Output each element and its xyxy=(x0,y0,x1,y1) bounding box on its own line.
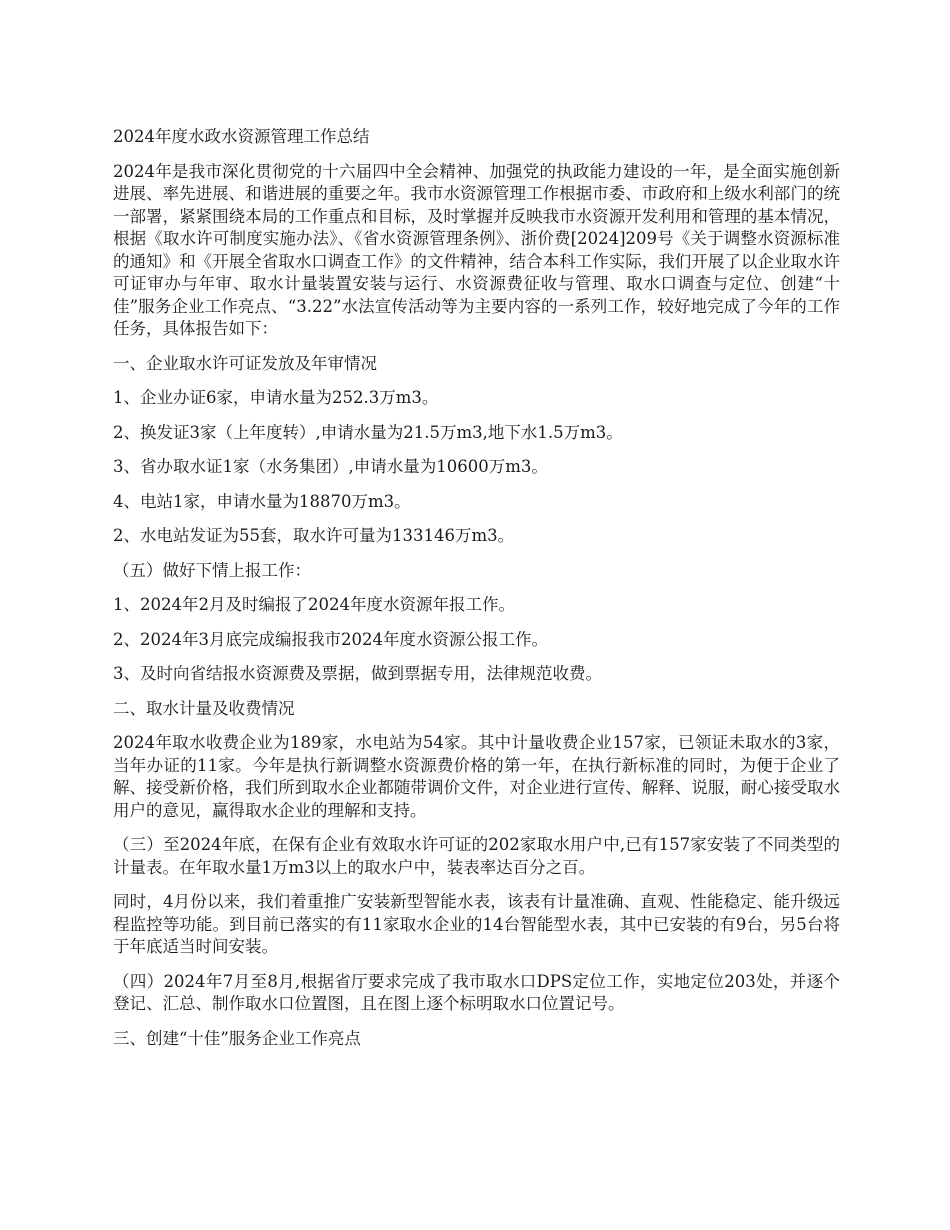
section2-paragraph: 2024年取水收费企业为189家，水电站为54家。其中计量收费企业157家，已领证未取水的3家，当年办证的11家。今年是执行新调整水资源费价格的第一年，在执行新标准的同时，为便于企业了解、接受新价格，我们所到取水企业都随带调价文件，对企业进行宣传、解释、说服，耐心接受取水用户的意见，赢得取水企业的理解和支持。 xyxy=(113,733,840,820)
document-page xyxy=(113,126,840,1062)
intro-paragraph: 2024年是我市深化贯彻党的十六届四中全会精神、加强党的执政能力建设的一年，是全面实施创新进展、率先进展、和谐进展的重要之年。我市水资源管理工作根据市委、市政府和上级水利部门的统一部署，紧紧围绕本局的工作重点和目标，及时掌握并反映我市水资源开发利用和管理的基本情况，根据《取水许可制度实施办法》、《省水资源管理条例》、浙价费[2024]209号《关于调整水资源标准的通知》和《开展全省取水口调查工作》的文件精神，结合本科工作实际，我们开展了以企业取水许可证审办与年审、取水计量装置安装与运行、水资源费征收与管理、取水口调查与定位、创建“十佳”服务企业工作亮点、“3.22”水法宣传活动等为主要内容的一系列工作，较好地完成了今年的工作任务，具体报告如下： xyxy=(113,161,840,338)
section1-item: 4、电站1家，申请水量为18870万m3。 xyxy=(113,491,411,511)
section1-item: 1、企业办证6家，申请水量为252.3万m3。 xyxy=(113,388,439,407)
section2-paragraph: （四）2024年7月至8月,根据省厅要求完成了我市取水口DPS定位工作，实地定位203处，并逐个登记、汇总、制作取水口位置图，且在图上逐个标明取水口位置记号。 xyxy=(113,971,840,1013)
section2-paragraph: 同时，4月份以来，我们着重推广安装新型智能水表，该表有计量准确、直观、性能稳定、能升级远程监控等功能。到目前已落实的有11家取水企业的14台智能型水表，其中已安装的有9台，另5台将于年底适当时间安装。 xyxy=(113,892,840,956)
section2-heading: 二、取水计量及收费情况 xyxy=(113,698,295,718)
section3-heading: 三、创建“十佳”服务企业工作亮点 xyxy=(113,1028,361,1048)
sub5-item: 2、2024年3月底完成编报我市2024年度水资源公报工作。 xyxy=(113,629,548,649)
sub5-item: 3、及时向省结报水资源费及票据，做到票据专用，法律规范收费。 xyxy=(113,664,602,683)
section2-paragraph: （三）至2024年底，在保有企业有效取水许可证的202家取水用户中,已有157家安装了不同类型的计量表。在年取水量1万m3以上的取水户中，装表率达百分之百。 xyxy=(113,835,840,877)
section1-heading: 一、企业取水许可证发放及年审情况 xyxy=(113,353,377,373)
sub5-heading: （五）做好下情上报工作： xyxy=(113,560,311,580)
sub5-item: 1、2024年2月及时编报了2024年度水资源年报工作。 xyxy=(113,595,515,614)
section1-item: 2、水电站发证为55套，取水许可量为133146万m3。 xyxy=(113,526,515,545)
section1-item: 2、换发证3家（上年度转）,申请水量为21.5万m3,地下水1.5万m3。 xyxy=(113,422,623,442)
document-title: 2024年度水政水资源管理工作总结 xyxy=(113,127,370,146)
section1-item: 3、省办取水证1家（水务集团）,申请水量为10600万m3。 xyxy=(113,457,548,476)
